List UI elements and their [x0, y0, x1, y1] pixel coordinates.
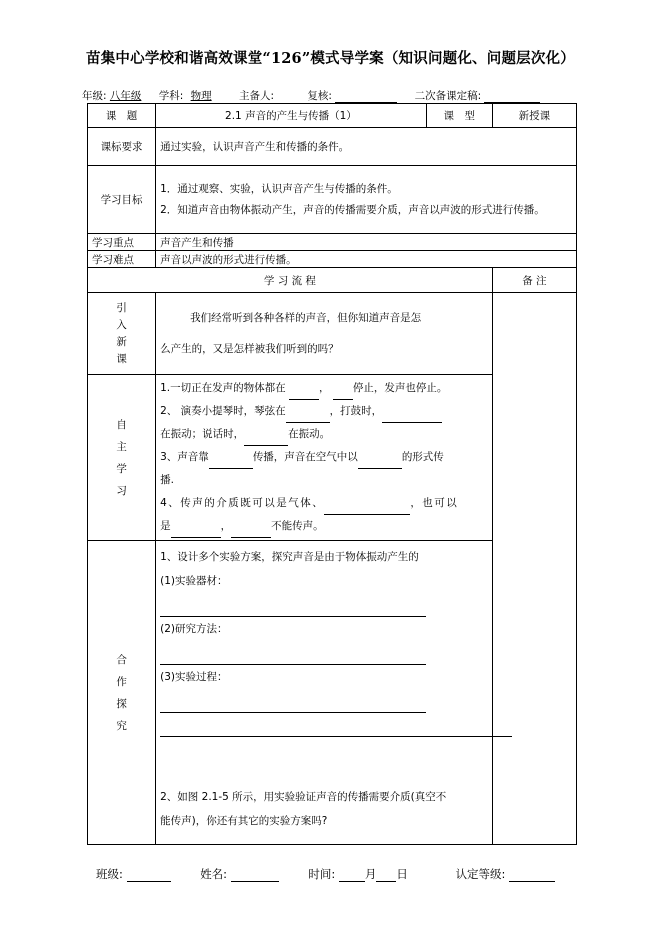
- name-blank: [231, 870, 279, 882]
- self-4b: ，也可以: [410, 497, 459, 509]
- coop-1b: (2)研究方法：: [160, 623, 228, 635]
- coop-line-4: [160, 724, 512, 737]
- intro-label: 引入新课: [116, 301, 127, 365]
- month-blank: [339, 870, 365, 882]
- topic-label: 课 题: [88, 104, 156, 128]
- intro-text-2: 么产生的，又是怎样被我们听到的吗？: [160, 342, 339, 355]
- preparer-label: 主备人:: [238, 90, 275, 102]
- goal-2: 2．知道声音由物体振动产生，声音的传播需要介质，声音以声波的形式进行传播。: [160, 203, 545, 216]
- self-cell: [156, 375, 493, 541]
- self-label-cell: [88, 375, 156, 541]
- subject-label: 学科:: [158, 90, 184, 102]
- blank-3: [286, 410, 330, 423]
- time-label: 时间:: [308, 867, 336, 881]
- coop-cell: [156, 541, 493, 845]
- self-label: 自主学习: [116, 418, 127, 497]
- grade-level-label: 认定等级:: [455, 867, 506, 881]
- goal-label: 学习目标: [88, 166, 156, 234]
- review-label: 复核:: [307, 90, 332, 102]
- topic-value: 2.1 声音的产生与传播（1）: [156, 104, 427, 128]
- intro-text-1: 我们经常听到各种各样的声音，但你知道声音是怎: [190, 311, 422, 324]
- coop-line-3: [160, 700, 426, 713]
- name-label: 姓名:: [200, 867, 228, 881]
- class-label: 班级:: [96, 867, 123, 881]
- standard-label: 课标要求: [88, 128, 156, 166]
- self-4e: 不能传声。: [271, 520, 324, 532]
- difficult-label: 学习难点: [88, 251, 156, 268]
- blank-8: [324, 502, 410, 515]
- self-2d: 在振动。: [288, 428, 331, 440]
- process-label: 学 习 流 程: [88, 268, 493, 293]
- coop-label: 合作探究: [116, 653, 127, 732]
- meta-line: [82, 88, 540, 103]
- self-4c: 是: [160, 520, 171, 532]
- coop-line-2: [160, 652, 426, 665]
- coop-2a: 2、如图 2.1-5 所示，用实验验证声音的传播需要介质(真空不: [160, 791, 447, 803]
- grade-label: 年级:: [82, 90, 107, 102]
- coop-1: 1、设计多个实验方案，探究声音是由于物体振动产生的: [160, 551, 419, 563]
- review-blank: [335, 91, 397, 103]
- standard-value: 通过实验，认识声音产生和传播的条件。: [156, 128, 577, 166]
- self-4d: ，: [220, 520, 232, 532]
- day-label: 日: [396, 867, 408, 881]
- blank-2: [333, 387, 353, 400]
- grade-level-blank: [509, 870, 555, 882]
- second-blank: [484, 91, 540, 103]
- self-2c: 在振动；说话时，: [160, 428, 245, 440]
- self-3d: 播.: [160, 474, 174, 486]
- remark-cell: [492, 293, 576, 845]
- blank-9: [171, 525, 221, 538]
- type-label: 课 型: [426, 104, 492, 128]
- coop-2b: 能传声)，你还有其它的实验方案吗?: [160, 815, 328, 827]
- month-label: 月: [364, 867, 377, 881]
- blank-7: [358, 456, 402, 469]
- lesson-table: [87, 103, 577, 845]
- grade-value: 八年级: [109, 90, 142, 102]
- class-blank: [127, 870, 171, 882]
- day-blank: [376, 870, 396, 882]
- key-label: 学习重点: [88, 234, 156, 251]
- self-2a: 2、 演奏小提琴时，琴弦在: [160, 405, 286, 417]
- subject-value: 物理: [190, 90, 212, 102]
- blank-5: [244, 433, 288, 446]
- goal-1: 1．通过观察、实验，认识声音产生与传播的条件。: [160, 182, 398, 195]
- intro-cell: [156, 293, 493, 375]
- self-2b: ，打鼓时，: [329, 405, 383, 417]
- self-1a: 1.一切正在发声的物体都在: [160, 382, 286, 394]
- difficult-value: 声音以声波的形式进行传播。: [156, 251, 577, 268]
- goal-cell: [156, 166, 577, 234]
- coop-1a: (1)实验器材：: [160, 575, 228, 587]
- self-3c: 的形式传: [401, 451, 444, 463]
- remark-label: 备 注: [492, 268, 576, 293]
- footer: [96, 866, 555, 882]
- key-value: 声音产生和传播: [156, 234, 577, 251]
- coop-1c: (3)实验过程：: [160, 671, 228, 683]
- self-3a: 3、声音靠: [160, 451, 209, 463]
- page-title: 苗集中心学校和谐高效课堂“126”模式导学案（知识问题化、问题层次化）: [86, 50, 575, 67]
- intro-label-cell: [88, 293, 156, 375]
- blank-10: [231, 525, 271, 538]
- self-1c: 停止，发声也停止。: [352, 382, 448, 394]
- second-label: 二次备课定稿:: [414, 90, 482, 102]
- blank-1: [289, 387, 319, 400]
- blank-6: [209, 456, 253, 469]
- coop-line-1: [160, 604, 426, 617]
- type-value: 新授课: [492, 104, 576, 128]
- self-3b: 传播，声音在空气中以: [252, 451, 358, 463]
- coop-label-cell: [88, 541, 156, 845]
- self-4a: 4、传声的介质既可以是气体、: [160, 497, 325, 509]
- self-1b: ，: [319, 382, 330, 394]
- blank-4: [382, 410, 442, 423]
